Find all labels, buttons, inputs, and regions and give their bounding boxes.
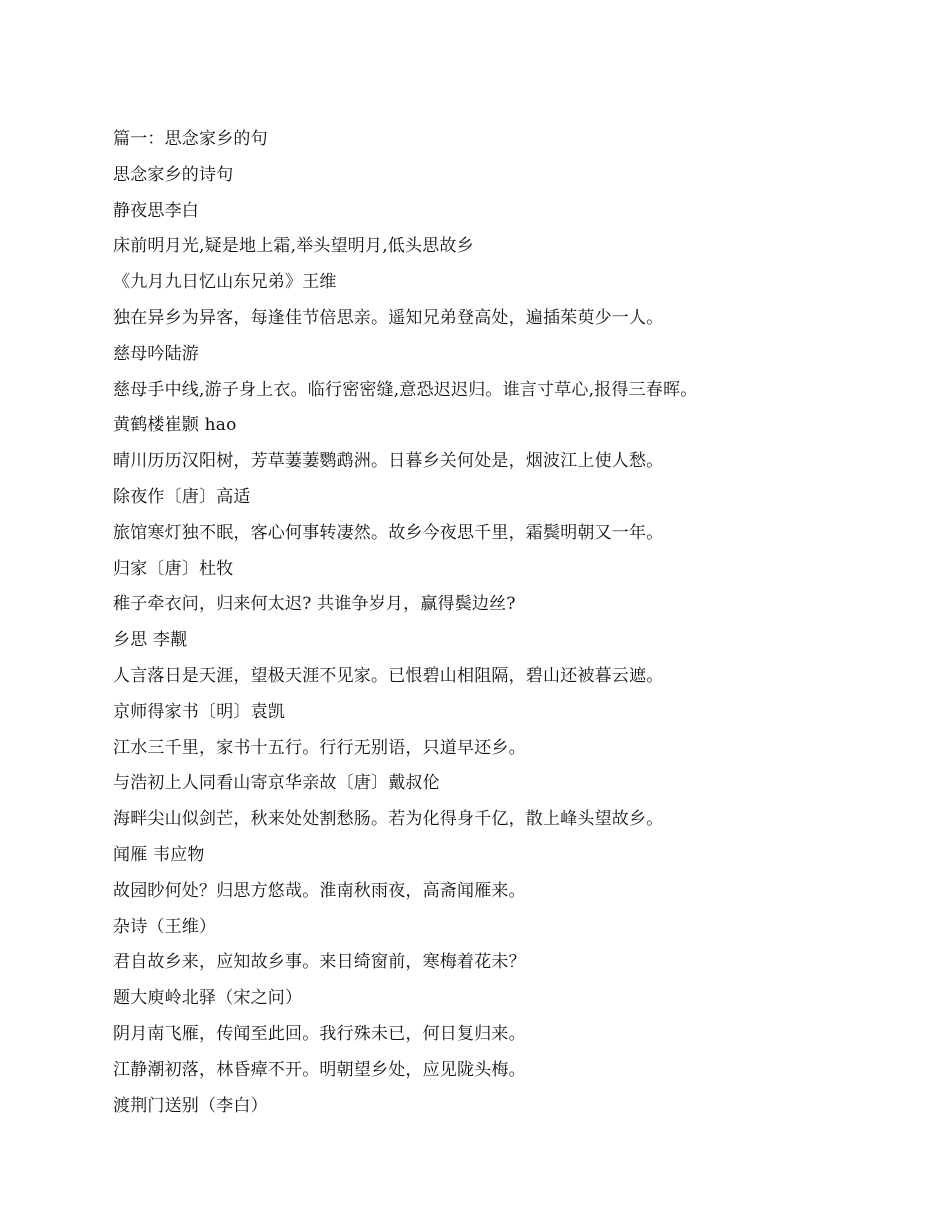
poem-title: 京师得家书〔明〕袁凯	[113, 701, 285, 722]
poem-title: 与浩初上人同看山寄京华亲故〔唐〕戴叔伦	[113, 773, 440, 794]
poem-text: 江静潮初落，林昏瘴不开。明朝望乡处，应见陇头梅。	[113, 1059, 526, 1080]
poem-title: 归家〔唐〕杜牧	[113, 558, 234, 579]
poem-text: 海畔尖山似剑芒，秋来处处割愁肠。若为化得身千亿，散上峰头望故乡。	[113, 809, 664, 830]
poem-text: 君自故乡来，应知故乡事。来日绮窗前，寒梅着花未？	[113, 952, 526, 973]
poem-text: 阴月南飞雁，传闻至此回。我行殊未已，何日复归来。	[113, 1023, 526, 1044]
document-title: 思念家乡的诗句	[113, 164, 234, 185]
poem-text: 晴川历历汉阳树，芳草萋萋鹦鹉洲。日暮乡关何处是，烟波江上使人愁。	[113, 451, 664, 472]
poem-title: 慈母吟陆游	[113, 343, 199, 364]
poem-text: 稚子牵衣问，归来何太迟? 共谁争岁月，赢得鬓边丝?	[113, 594, 516, 615]
poem-title: 杂诗（王维）	[113, 916, 217, 937]
poem-title: 题大庾岭北驿（宋之问）	[113, 988, 303, 1009]
poem-title: 乡思 李觏	[113, 630, 188, 651]
poem-text: 江水三千里，家书十五行。行行无别语，只道早还乡。	[113, 737, 526, 758]
poem-title: 黄鹤楼崔颢 hao	[113, 415, 237, 436]
poem-title: 《九月九日忆山东兄弟》王维	[113, 272, 337, 293]
poem-text: 故园眇何处？归思方悠哉。淮南秋雨夜，高斋闻雁来。	[113, 880, 526, 901]
poem-text: 独在异乡为异客，每逢佳节倍思亲。遥知兄弟登高处，遍插茱萸少一人。	[113, 307, 664, 328]
poem-title: 闻雁 韦应物	[113, 844, 205, 865]
poem-title: 渡荆门送别（李白）	[113, 1095, 268, 1116]
document-body	[113, 122, 913, 1124]
poem-title: 静夜思李白	[113, 200, 199, 221]
poem-text: 床前明月光,疑是地上霜,举头望明月,低头思故乡	[113, 236, 474, 257]
poem-text: 慈母手中线,游子身上衣。临行密密缝,意恐迟迟归。谁言寸草心,报得三春晖。	[113, 379, 698, 400]
poem-text: 人言落日是天涯，望极天涯不见家。已恨碧山相阻隔，碧山还被暮云遮。	[113, 665, 664, 686]
poem-title: 除夜作〔唐〕高适	[113, 486, 251, 507]
poem-text: 旅馆寒灯独不眠，客心何事转凄然。故乡今夜思千里，霜鬓明朝又一年。	[113, 522, 664, 543]
section-heading: 篇一：思念家乡的句	[113, 129, 268, 149]
